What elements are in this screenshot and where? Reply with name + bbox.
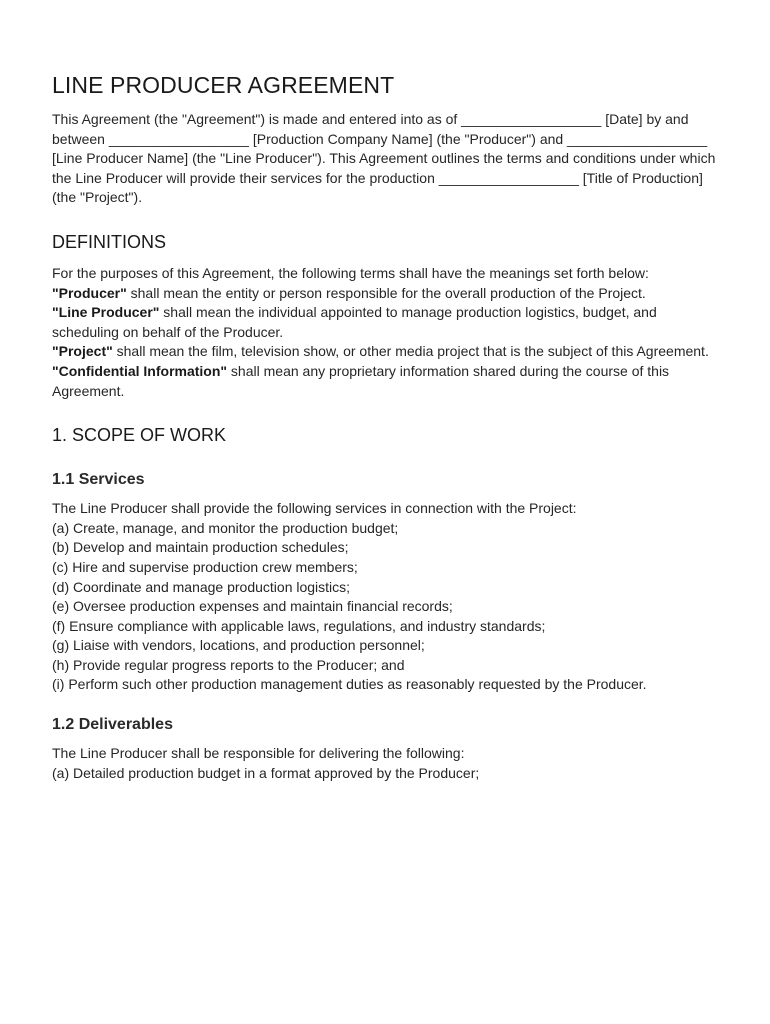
service-item: (h) Provide regular progress reports to the Producer; and <box>52 656 405 673</box>
definition-project <box>52 342 717 362</box>
definition-term: "Project" <box>52 343 113 360</box>
definition-text: shall mean any proprietary information shared during the course of this Agreement. <box>52 362 670 399</box>
definition-term: "Confidential Information" <box>52 362 228 379</box>
services-heading: 1.1 Services <box>52 471 145 489</box>
service-item: (b) Develop and maintain production schedules; <box>52 539 349 556</box>
service-item: (c) Hire and supervise production crew members; <box>52 558 358 575</box>
service-item: (a) Create, manage, and monitor the production budget; <box>52 519 399 536</box>
deliverable-item: (a) Detailed production budget in a format approved by the Producer; <box>52 764 480 781</box>
document-page <box>52 70 717 783</box>
definition-term: "Producer" <box>52 284 127 301</box>
service-item: (f) Ensure compliance with applicable laws, regulations, and industry standards; <box>52 617 546 634</box>
document-title: LINE PRODUCER AGREEMENT <box>52 72 395 98</box>
scope-of-work-heading: 1. SCOPE OF WORK <box>52 425 227 446</box>
definition-producer <box>52 284 717 304</box>
service-item: (i) Perform such other production management duties as reasonably requested by the Producer. <box>52 676 647 693</box>
definition-text: shall mean the individual appointed to manage production logistics, budget, and scheduling on behalf of the Producer. <box>52 304 657 340</box>
intro-paragraph: This Agreement (the "Agreement") is made and entered into as of __________________ [Date] by and between __________________ [Production Company Name] (the "Producer") and __________________ [Line Producer Name] (the "Line Producer"). This Agreement outlines the terms and conditions under which the Line Producer will provide their services for the production __________________ [Title of Production] (the "Project"). <box>52 111 716 206</box>
service-item: (e) Oversee production expenses and maintain financial records; <box>52 598 453 615</box>
definition-line-producer <box>52 303 717 342</box>
definition-text: shall mean the film, television show, or other media project that is the subject of this Agreement. <box>112 343 709 360</box>
definition-term: "Line Producer" <box>52 304 160 321</box>
definitions-intro: For the purposes of this Agreement, the following terms shall have the meanings set forth below: <box>52 264 649 281</box>
definitions-heading: DEFINITIONS <box>52 231 167 252</box>
service-item: (g) Liaise with vendors, locations, and production personnel; <box>52 637 425 654</box>
service-item: (d) Coordinate and manage production logistics; <box>52 578 351 595</box>
definition-text: shall mean the entity or person responsible for the overall production of the Project. <box>126 284 646 301</box>
definition-confidential-information <box>52 362 717 401</box>
deliverables-intro: The Line Producer shall be responsible for delivering the following: <box>52 745 465 762</box>
services-intro: The Line Producer shall provide the following services in connection with the Project: <box>52 500 577 517</box>
deliverables-heading: 1.2 Deliverables <box>52 716 173 734</box>
